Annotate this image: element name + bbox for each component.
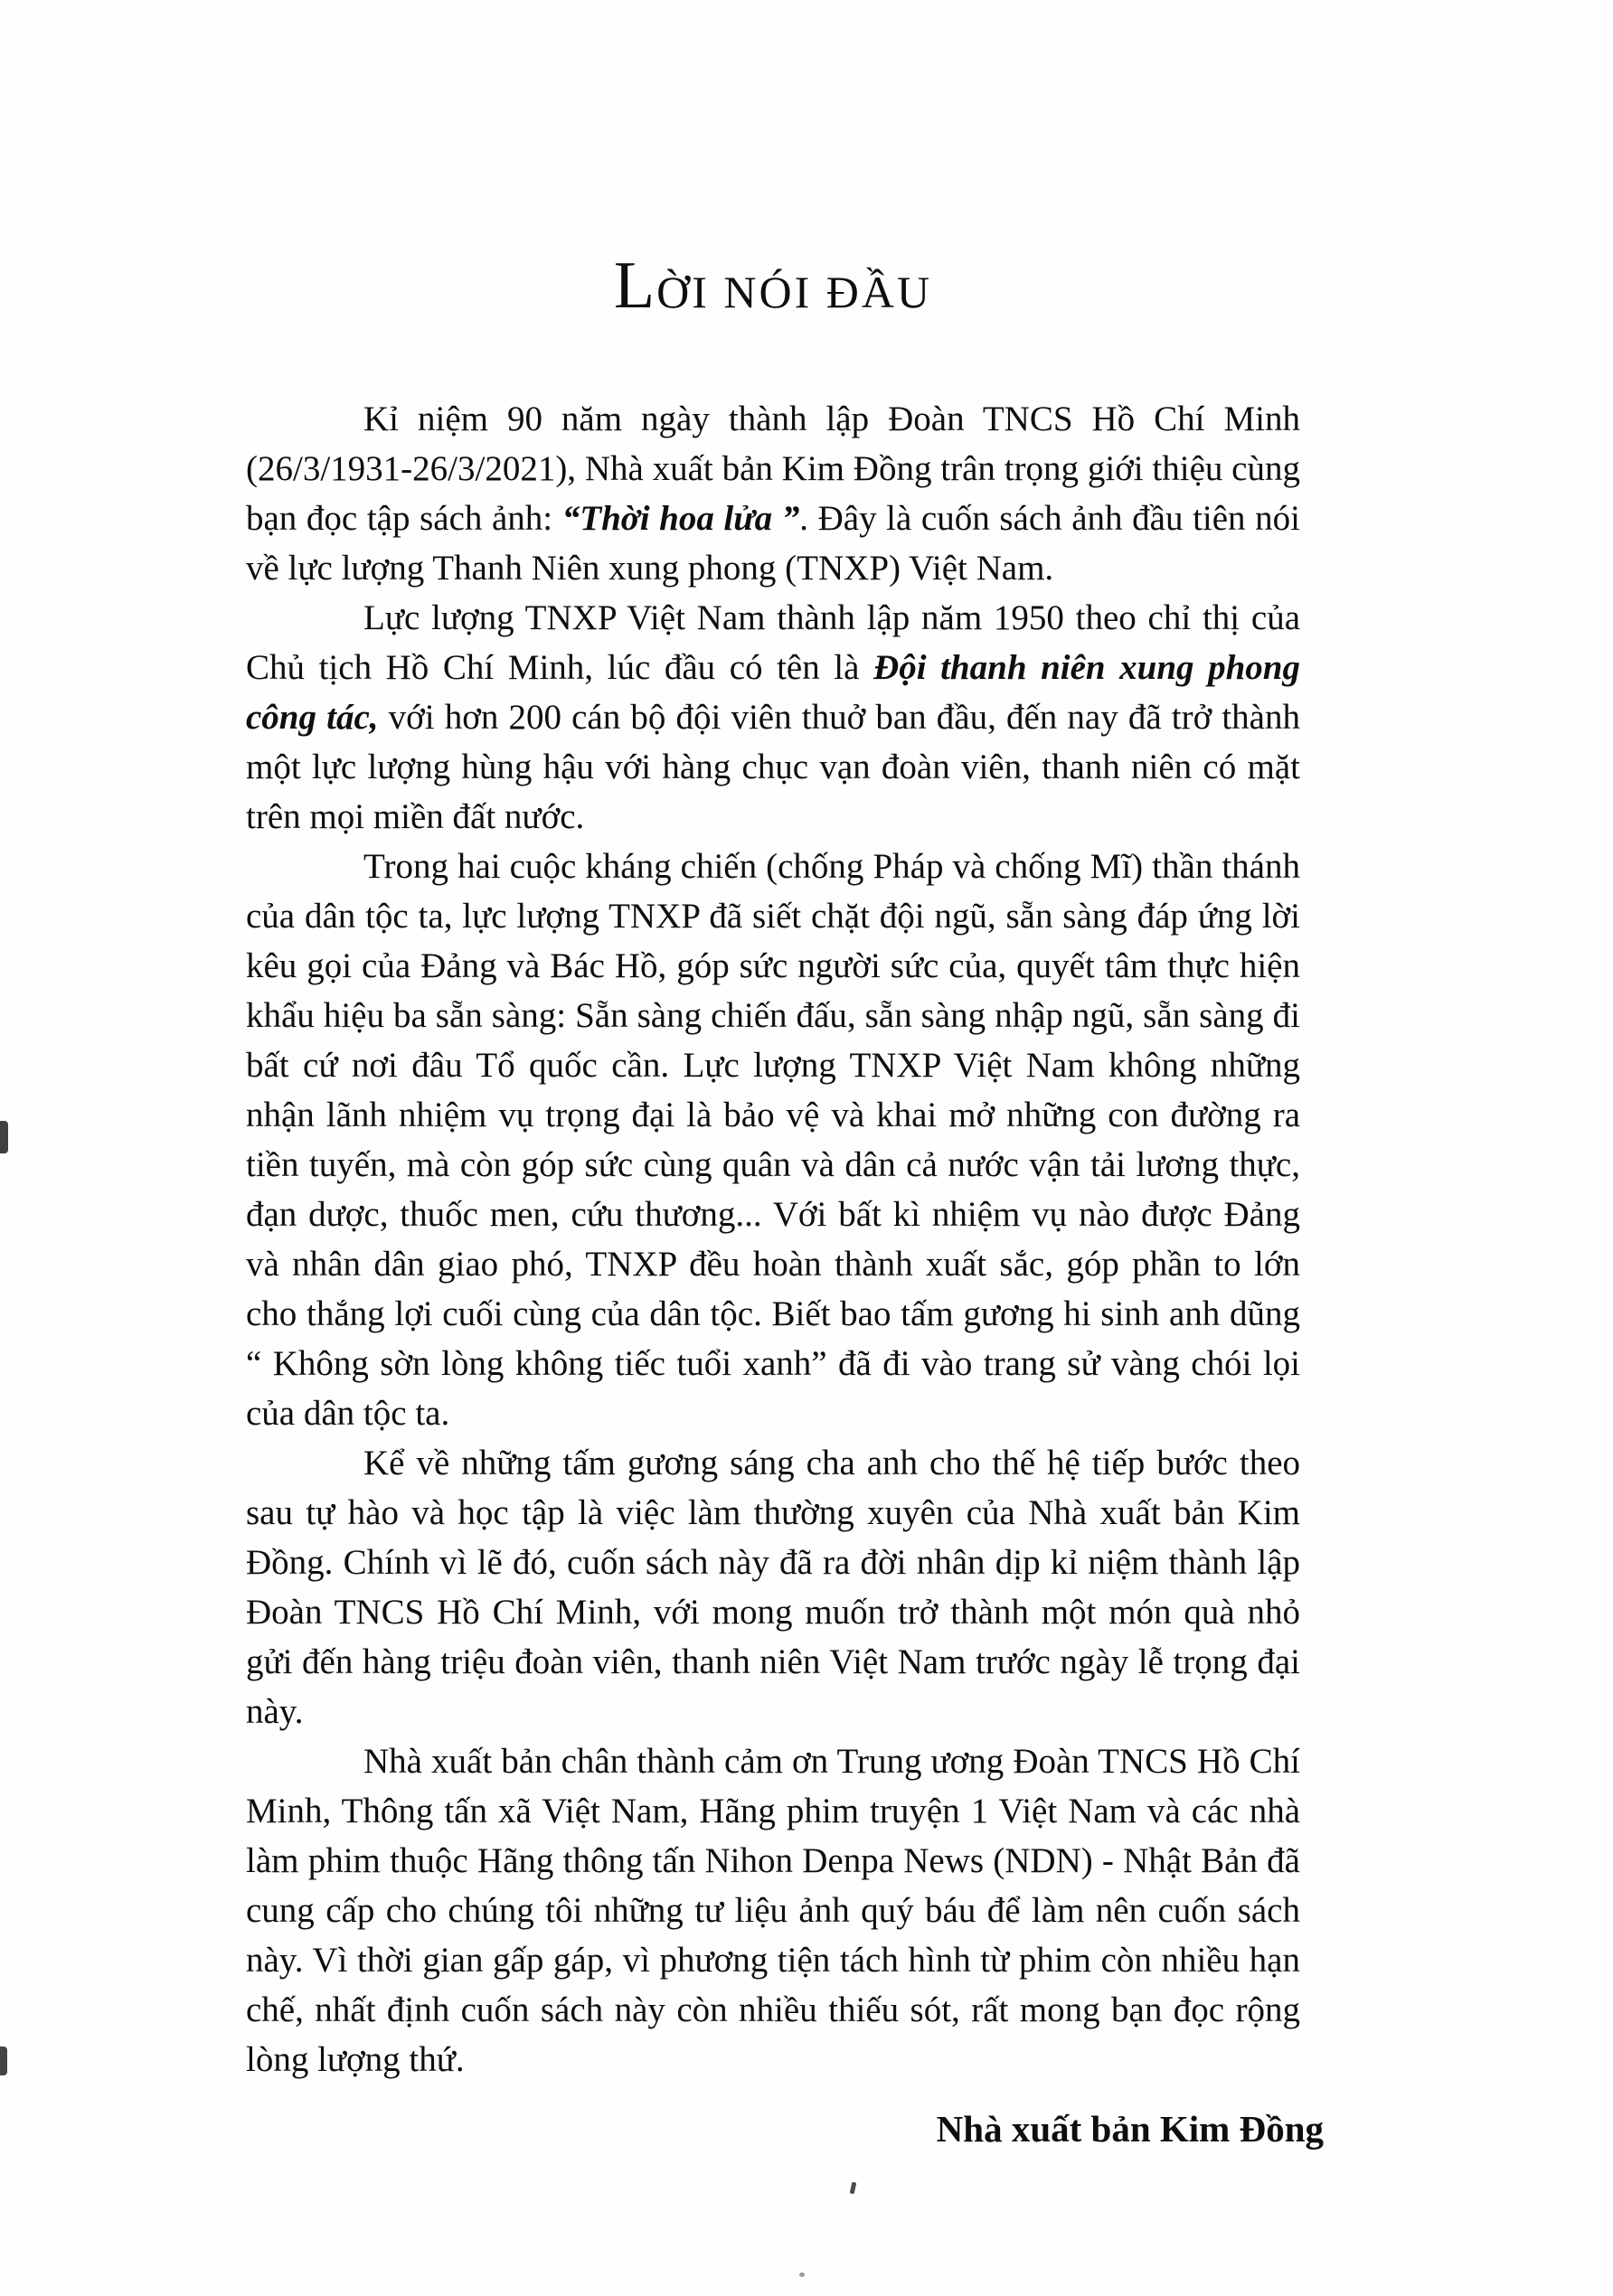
paragraph-2-text-a: Lực lượng TNXP Việt Nam thành lập năm 1950 theo chỉ thị của Chủ tịch Hồ Chí Minh, lúc đầu có tên là xyxy=(246,598,1300,687)
paragraph-1 xyxy=(246,394,1300,593)
paragraph-4 xyxy=(246,1438,1300,1736)
publisher-signature: Nhà xuất bản Kim Đồng xyxy=(936,2108,1324,2150)
paragraph-5 xyxy=(246,1736,1300,2084)
paragraph-3 xyxy=(246,842,1300,1438)
paragraph-2 xyxy=(246,593,1300,842)
page-title xyxy=(246,249,1300,325)
scan-artifact-left-edge-1 xyxy=(0,1121,8,1153)
page-title-rest: ỜI NÓI ĐẦU xyxy=(656,267,933,318)
page-title-initial: L xyxy=(613,249,657,324)
paragraph-1-text-a: Kỉ niệm 90 năm ngày thành lập Đoàn TNCS Hồ Chí Minh (26/3/1931-26/3/2021), Nhà xuất bản Kim Đồng trân trọng giới thiệu cùng bạn đọc tập sách ảnh: xyxy=(246,400,1300,538)
paragraph-4-text: Kể về những tấm gương sáng cha anh cho thế hệ tiếp bước theo sau tự hào và học tập là việc làm thường xuyên của Nhà xuất bản Kim Đồng. Chính vì lẽ đó, cuốn sách này đã ra đời nhân dịp kỉ niệm thành lập Đoàn TNCS Hồ Chí Minh, với mong muốn trở thành một món quà nhỏ gửi đến hàng triệu đoàn viên, thanh niên Việt Nam trước ngày lễ trọng đại này. xyxy=(246,1444,1300,1731)
scan-artifact-speck-1 xyxy=(850,2182,857,2195)
team-name-emphasis: Đội thanh niên xung phong công tác, xyxy=(246,648,1300,737)
paragraph-3-text: Trong hai cuộc kháng chiến (chống Pháp và chống Mĩ) thần thánh của dân tộc ta, lực lượng TNXP đã siết chặt đội ngũ, sẵn sàng đáp ứng lời kêu gọi của Đảng và Bác Hồ, góp sức người sức của, quyết tâm thực hiện khẩu hiệu ba sẵn sàng: Sẵn sàng chiến đấu, sẵn sàng nhập ngũ, sẵn sàng đi bất cứ nơi đâu Tổ quốc cần. Lực lượng TNXP Việt Nam không những nhận lãnh nhiệm vụ trọng đại là bảo vệ và khai mở những con đường ra tiền tuyến, mà còn góp sức cùng quân và dân cả nước vận tải lương thực, đạn dược, thuốc men, cứu thương... Với bất kì nhiệm vụ nào được Đảng và nhân dân giao phó, TNXP đều hoàn thành xuất sắc, góp phần to lớn cho thắng lợi cuối cùng của dân tộc. Biết bao tấm gương hi sinh anh dũng “ Không sờn lòng không tiếc tuổi xanh” đã đi vào trang sử vàng chói lọi của dân tộc ta. xyxy=(246,847,1300,1433)
paragraph-1-text-b: . Đây là cuốn sách ảnh đầu tiên nói về lực lượng Thanh Niên xung phong (TNXP) Việt Nam. xyxy=(246,499,1300,588)
scan-artifact-speck-2 xyxy=(799,2272,805,2277)
paragraph-2-text-b: với hơn 200 cán bộ đội viên thuở ban đầu, đến nay đã trở thành một lực lượng hùng hậu với hàng chục vạn đoàn viên, thanh niên có mặt trên mọi miền đất nước. xyxy=(246,698,1300,836)
book-title-emphasis: “Thời hoa lửa ” xyxy=(561,499,800,538)
paragraph-5-text: Nhà xuất bản chân thành cảm ơn Trung ương Đoàn TNCS Hồ Chí Minh, Thông tấn xã Việt Nam, Hãng phim truyện 1 Việt Nam và các nhà làm phim thuộc Hãng thông tấn Nihon Denpa News (NDN) - Nhật Bản đã cung cấp cho chúng tôi những tư liệu ảnh quý báu để làm nên cuốn sách này. Vì thời gian gấp gáp, vì phương tiện tách hình từ phim còn nhiều hạn chế, nhất định cuốn sách này còn nhiều thiếu sót, rất mong bạn đọc rộng lòng lượng thứ. xyxy=(246,1742,1300,2079)
preface-body xyxy=(246,394,1300,2084)
scan-artifact-left-edge-2 xyxy=(0,2047,7,2075)
